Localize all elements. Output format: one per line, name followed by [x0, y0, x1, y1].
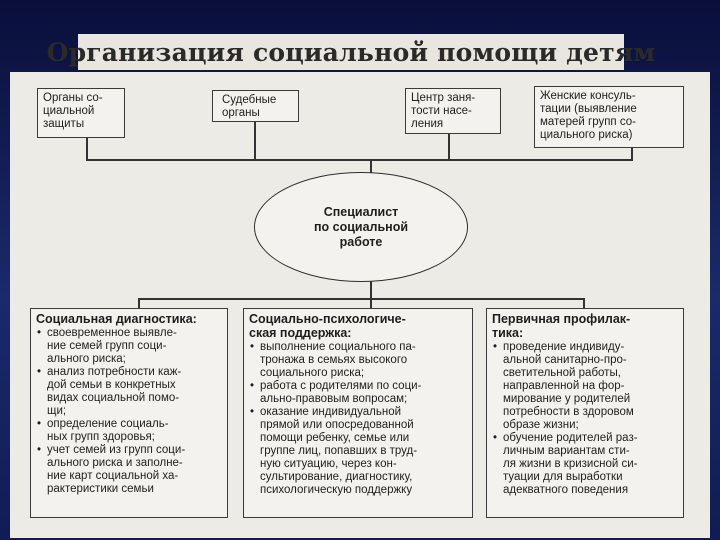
connector-col-3	[583, 298, 585, 308]
list-item: • своевременное выявле- ние семей групп соци- ального риска;	[36, 327, 222, 366]
column-1-title: Социальная диагностика:	[36, 312, 197, 326]
list-item: • обучение родителей раз- личным вариантам сти- ля жизни в кризисной си- туации для выработки адекватного поведения	[492, 432, 678, 497]
column-primary-prevention	[486, 308, 684, 518]
list-item: • работа с родителями по соци- ально-правовым вопросам;	[249, 380, 467, 406]
slide-title: Организация социальной помощи детям	[46, 37, 656, 67]
list-item: • оказание индивидуальной прямой или опосредованной помощи ребенку, семье или группе лиц, попавших в труд- ную ситуацию, через кон- сультирование, диагностику, психологическую поддержку	[249, 406, 467, 497]
box-courts: Судебные органы	[212, 90, 299, 122]
list-item: • учет семей из групп соци- ального риска и заполне- ние карт социальной ха- рактеристики семьи	[36, 444, 222, 496]
bottom-horizontal-connector	[138, 298, 584, 300]
box-employment-center: Центр заня- тости насе- ления	[405, 88, 501, 134]
top-horizontal-connector	[86, 159, 633, 161]
connector-col-2	[370, 298, 372, 308]
connector-left-box	[86, 138, 88, 160]
connector-box-4	[631, 148, 633, 160]
connector-to-center	[370, 160, 372, 173]
list-item: • выполнение социального па- тронажа в семьях высокого социального риска;	[249, 341, 467, 380]
column-2-list	[249, 341, 467, 497]
box-social-protection: Органы со- циальной защиты	[37, 88, 125, 138]
box-womens-consultation: Женские консуль- тации (выявление матерей групп со- циального риска)	[534, 86, 684, 148]
slide-title-strip	[46, 34, 656, 70]
column-social-diagnostics	[30, 308, 228, 518]
column-2-title: Социально-психологиче- ская поддержка:	[249, 312, 406, 340]
social-worker-ellipse	[254, 172, 468, 282]
column-3-list	[492, 341, 678, 497]
connector-from-center	[370, 281, 372, 298]
social-worker-label: Специалист по социальной работе	[313, 204, 409, 249]
column-psychological-support	[243, 308, 473, 518]
list-item: • проведение индивиду- альной санитарно-про- светительной работы, направленной на фор- мирование у родителей потребности в здоровом образе жизни;	[492, 341, 678, 432]
list-item: • определение социаль- ных групп здоровья;	[36, 418, 222, 444]
connector-col-1	[138, 298, 140, 308]
column-1-list	[36, 327, 222, 496]
connector-box-2	[254, 120, 256, 160]
list-item: • анализ потребности каж- дой семьи в конкретных видах социальной помо- щи;	[36, 366, 222, 418]
column-3-title: Первичная профилак- тика:	[492, 312, 631, 340]
